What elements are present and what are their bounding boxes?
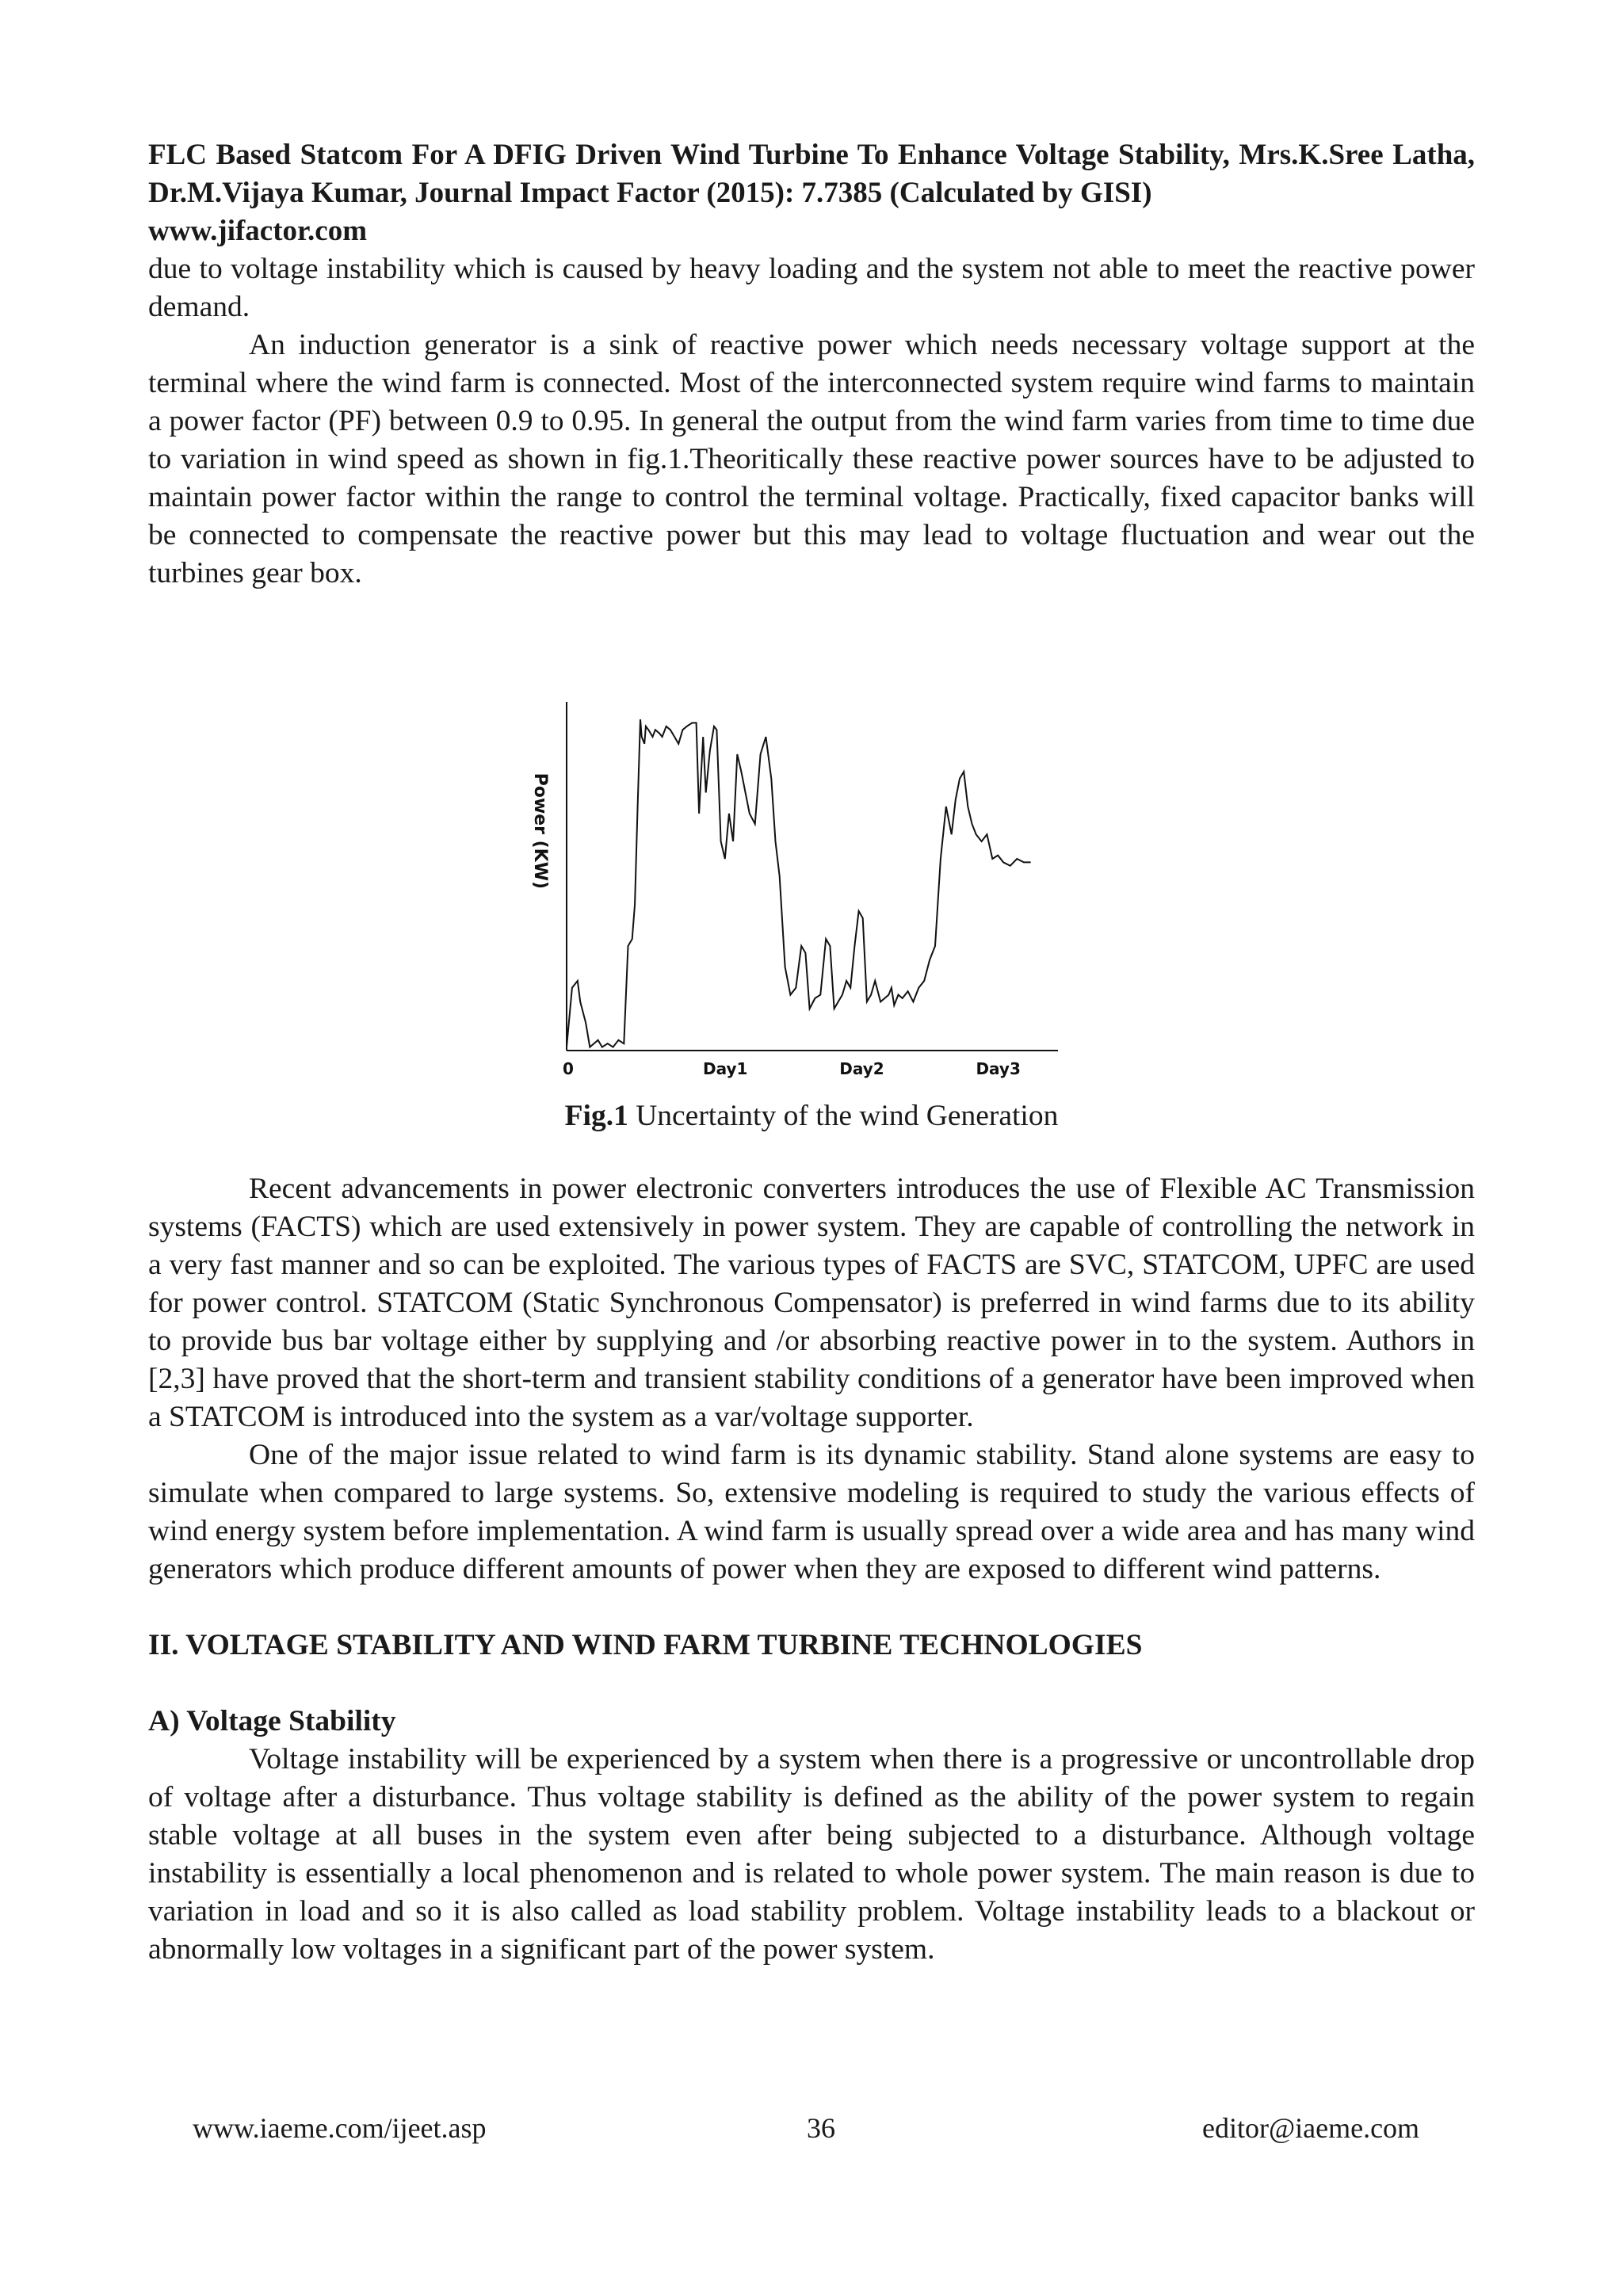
wind-power-chart bbox=[519, 686, 1058, 1082]
series-line-wind-power bbox=[567, 719, 1031, 1047]
running-header bbox=[148, 136, 1475, 250]
section-title: II. VOLTAGE STABILITY AND WIND FARM TURBINE TECHNOLOGIES bbox=[148, 1629, 1143, 1661]
figure-wind-generation bbox=[519, 686, 1058, 1082]
header-line-3: www.jifactor.com bbox=[148, 215, 368, 247]
paragraph-2: An induction generator is a sink of reactive power which needs necessary voltage support at the terminal where the wind farm is connected. Most of the interconnected system require wind farms to maintain a power factor (PF) between 0.9 to 0.95. In general the output from the wind farm varies from time to time due to variation in wind speed as shown in fig.1.Theoritically these reactive power sources have to be adjusted to maintain power factor within the range to control the terminal voltage. Practically, fixed capacitor banks will be connected to compensate the reactive power but this may lead to voltage fluctuation and wear out the turbines gear box. bbox=[148, 329, 1475, 589]
x-tick-label-day3: Day3 bbox=[976, 1059, 1021, 1078]
caption-text: Uncertainty of the wind Generation bbox=[628, 1100, 1059, 1132]
x-tick-label-0: 0 bbox=[563, 1059, 574, 1078]
header-line-2: Latha, Dr.M.Vijaya Kumar, Journal Impact Factor (2015): 7.7385 (Calculated by GISI) bbox=[148, 139, 1476, 209]
x-tick-label-day1: Day1 bbox=[703, 1059, 748, 1078]
paragraph-4: One of the major issue related to wind farm is its dynamic stability. Stand alone systems are easy to simulate when compared to large systems. So, extensive modeling is required to study the various effects of wind energy system before implementation. A wind farm is usually spread over a wide area and has many wind generators which produce different amounts of power when they are exposed to different wind patterns. bbox=[148, 1439, 1475, 1585]
paragraph-5: Voltage instability will be experienced by a system when there is a progressive or uncontrollable drop of voltage after a disturbance. Thus voltage stability is defined as the ability of the power system to regain stable voltage at all buses in the system even after being subjected to a disturbance. Although voltage instability is essentially a local phenomenon and is related to whole power system. The main reason is due to variation in load and so it is also called as load stability problem. Voltage instability leads to a blackout or abnormally low voltages in a significant part of the power system. bbox=[148, 1743, 1475, 1966]
page-number: 36 bbox=[807, 2112, 835, 2144]
footer-email: editor@iaeme.com bbox=[1202, 2112, 1420, 2144]
paragraph-1: due to voltage instability which is caused by heavy loading and the system not able to meet the reactive power demand. bbox=[148, 253, 1475, 323]
caption-label: Fig.1 bbox=[564, 1100, 628, 1132]
footer-url: www.iaeme.com/ijeet.asp bbox=[193, 2112, 487, 2144]
header-line-1: FLC Based Statcom For A DFIG Driven Wind Turbine To Enhance Voltage Stability, Mrs.K.Sree bbox=[148, 139, 1384, 171]
paragraph-3: Recent advancements in power electronic converters introduces the use of Flexible AC Transmission systems (FACTS) which are used extensively in power system. They are capable of controlling the network in a very fast manner and so can be exploited. The various types of FACTS are SVC, STATCOM, UPFC are used for power control. STATCOM (Static Synchronous Compensator) is preferred in wind farms due to its ability to provide bus bar voltage either by supplying and /or absorbing reactive power in to the system. Authors in [2,3] have proved that the short-term and transient stability conditions of a generator have been improved when a STATCOM is introduced into the system as a var/voltage supporter. bbox=[148, 1173, 1475, 1433]
figure-caption bbox=[0, 1097, 1623, 1135]
page-content bbox=[148, 136, 1475, 593]
page-content-lower bbox=[148, 1170, 1475, 1969]
subsection-title: A) Voltage Stability bbox=[148, 1705, 396, 1737]
y-axis-label: Power (KW) bbox=[530, 772, 550, 890]
x-tick-label-day2: Day2 bbox=[839, 1059, 884, 1078]
